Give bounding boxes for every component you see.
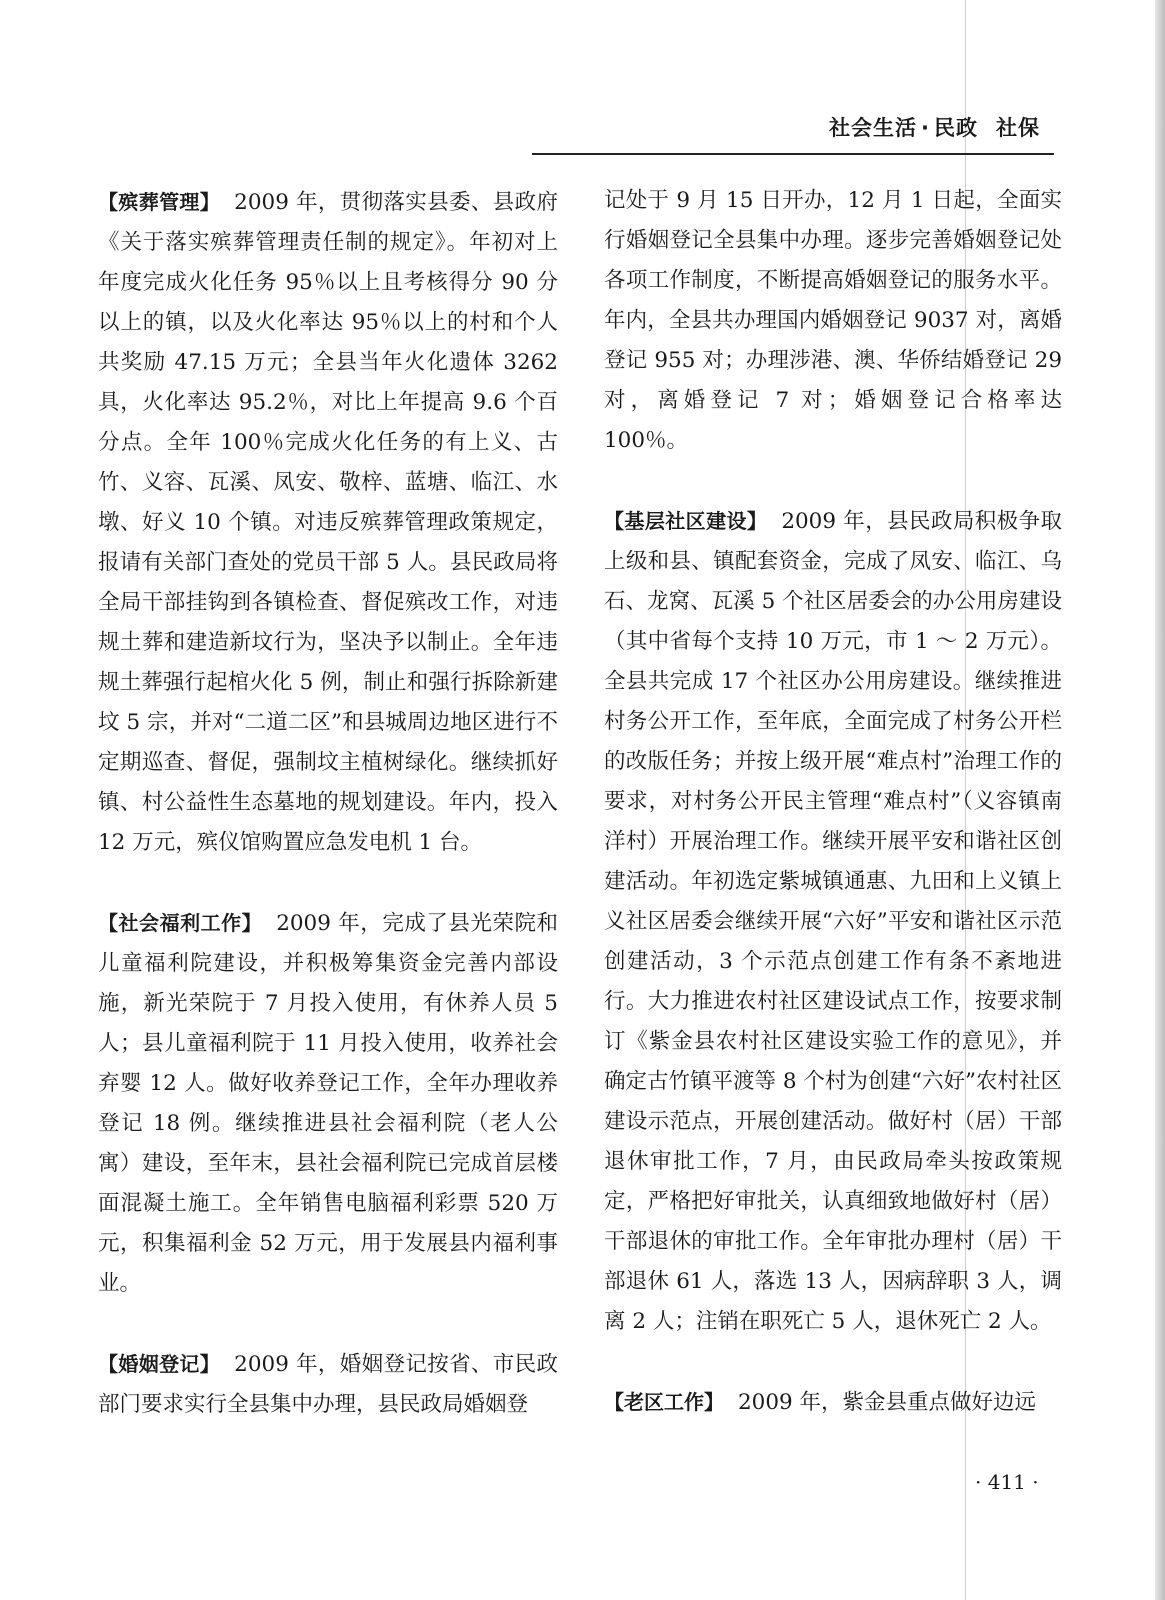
section-heading: 【殡葬管理】 xyxy=(98,190,221,214)
section-funeral-management xyxy=(98,182,558,863)
running-header xyxy=(829,112,1040,142)
page-number: · 411 · xyxy=(975,1470,1039,1494)
header-rule xyxy=(532,153,1054,155)
right-column xyxy=(604,181,1062,1463)
section-heading: 【婚姻登记】 xyxy=(98,1352,221,1376)
section-social-welfare xyxy=(98,903,558,1304)
header-section-2: 社保 xyxy=(996,116,1040,140)
left-column xyxy=(98,182,558,1465)
section-marriage-registration xyxy=(98,1344,558,1425)
scan-edge-shadow xyxy=(1155,0,1165,1600)
header-section-1: 民政 xyxy=(934,116,978,140)
section-community-building xyxy=(604,501,1062,1342)
section-heading: 【社会福利工作】 xyxy=(98,911,263,935)
section-body: 2009 年，县民政局积极争取上级和县、镇配套资金，完成了凤安、临江、乌石、龙窝、瓦溪 5 个社区居委会的办公用房建设（其中省每个支持 10 万元，市 1 ～ 2 万元）。全县共完成 17 个社区办公用房建设。继续推进村务公开工作，至年底，全面完成了村务公开栏的改版任务；并按上级开展“难点村”治理工作的要求，对村务公开民主管理“难点村”（义容镇南洋村）开展治理工作。继续开展平安和谐社区创建活动。年初选定紫城镇通惠、九田和上义镇上义社区居委会继续开展“六好”平安和谐社区示范创建活动，3 个示范点创建工作有条不紊地进行。大力推进农村社区建设试点工作，按要求制订《紫金县农村社区建设实验工作的意见》，并确定古竹镇平渡等 8 个村为创建“六好”农村社区建设示范点，开展创建活动。做好村（居）干部退休审批工作，7 月，由民政局牵头按政策规定，严格把好审批关，认真细致地做好村（居）干部退休的审批工作。全年审批办理村（居）干部退休 61 人，落选 13 人，因病辞职 3 人，调离 2 人；注销在职死亡 5 人，退休死亡 2 人。 xyxy=(604,509,1062,1334)
section-body: 2009 年，紫金县重点做好边远 xyxy=(738,1390,1037,1415)
section-body: 记处于 9 月 15 日开办，12 月 1 日起，全面实行婚姻登记全县集中办理。逐步完善婚姻登记处各项工作制度，不断提高婚姻登记的服务水平。年内，全县共办理国内婚姻登记 9037 对，离婚登记 955 对；办理涉港、澳、华侨结婚登记 29 对，离婚登记 7 对；婚姻登记合格率达 100％。 xyxy=(604,188,1062,453)
header-title: 社会生活 xyxy=(829,116,918,140)
header-dot: · xyxy=(921,116,930,140)
section-body: 2009 年，完成了县光荣院和儿童福利院建设，并积极筹集资金完善内部设施，新光荣院于 7 月投入使用，有休养人员 5 人；县儿童福利院于 11 月投入使用，收养社会弃婴 12 人。做好收养登记工作，全年办理收养登记 18 例。继续推进县社会福利院（老人公寓）建设，至年末，县社会福利院已完成首层楼面混凝土施工。全年销售电脑福利彩票 520 万元，积集福利金 52 万元，用于发展县内福利事业。 xyxy=(98,911,558,1296)
section-body: 2009 年，贯彻落实县委、县政府《关于落实殡葬管理责任制的规定》。年初对上年度完成火化任务 95％以上且考核得分 90 分以上的镇，以及火化率达 95％以上的村和个人共奖励 47.15 万元；全县当年火化遗体 3262 具，火化率达 95.2％，对比上年提高 9.6 个百分点。全年 100％完成火化任务的有上义、古竹、义容、瓦溪、凤安、敬梓、蓝塘、临江、水墩、好义 10 个镇。对违反殡葬管理政策规定，报请有关部门查处的党员干部 5 人。县民政局将全局干部挂钩到各镇检查、督促殡改工作，对违规土葬和建造新坟行为，坚决予以制止。全年违规土葬强行起棺火化 5 例，制止和强行拆除新建坟 5 宗，并对“二道二区”和县城周边地区进行不定期巡查、督促，强制坟主植树绿化。继续抓好镇、村公益性生态墓地的规划建设。年内，投入 12 万元，殡仪馆购置应急发电机 1 台。 xyxy=(98,190,558,855)
section-body: 2009 年，婚姻登记按省、市民政部门要求实行全县集中办理，县民政局婚姻登 xyxy=(98,1352,558,1417)
section-old-revolutionary-area xyxy=(604,1382,1062,1423)
section-heading: 【老区工作】 xyxy=(604,1390,724,1414)
section-marriage-continuation xyxy=(604,181,1062,461)
section-heading: 【基层社区建设】 xyxy=(604,509,768,533)
